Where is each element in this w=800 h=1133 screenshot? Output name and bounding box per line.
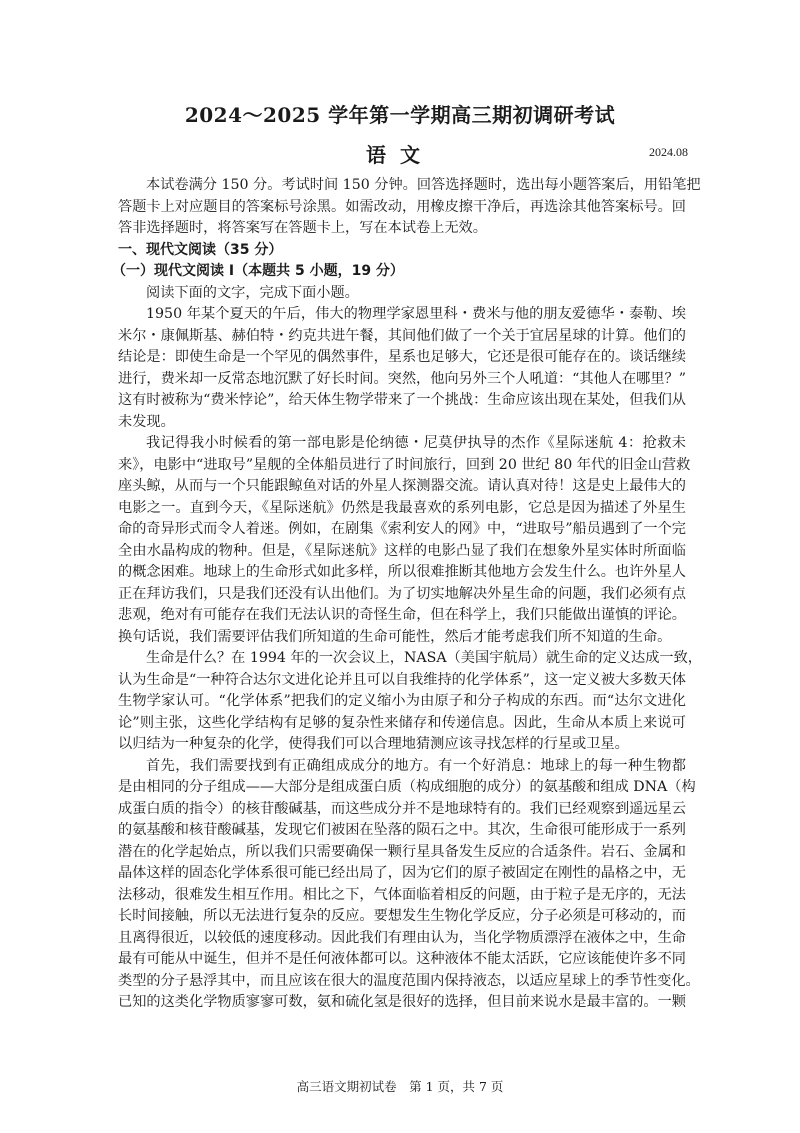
paragraph-line: 米尔・康佩斯基、赫伯特・约克共进午餐，其间他们做了一个关于宜居星球的计算。他们的: [118, 327, 686, 344]
paragraph-line: 1950 年某个夏天的午后，伟大的物理学家恩里科・费米与他的朋友爱德华・泰勒、埃: [146, 306, 686, 322]
paragraph-line: 来》，电影中“进取号”星舰的全体船员进行了时间旅行，回到 20 世纪 80 年代的旧金山营救: [118, 456, 691, 473]
paragraph-line: 且离得很近，以较低的速度移动。因此我们有理由认为，当化学物质漂浮在液体之中，生命: [118, 929, 686, 946]
paragraph-line: 正在拜访我们，只是我们还没有认出他们。为了切实地解决外星生命的问题，我们必须有点: [118, 585, 686, 602]
exam-date: 2024.08: [649, 145, 688, 159]
paragraph-line: 生物学家认可。“化学体系”把我们的定义缩小为由原子和分子构成的东西。而“达尔文进化: [118, 693, 686, 709]
paragraph-line: 换句话说，我们需要评估我们所知道的生命可能性，然后才能考虑我们所不知道的生命。: [118, 628, 672, 645]
paragraph-line: 已知的这类化学物质寥寥可数，氨和硫化氢是很好的选择，但目前来说水是最丰富的。一颗: [118, 994, 686, 1010]
paragraph-line: 潜在的化学起始点，所以我们只需要确保一颗行星具备发生反应的合适条件。岩石、金属和: [118, 843, 686, 860]
paragraph-line: 长时间接触，所以无法进行复杂的反应。要想发生生物化学反应，分子必须是可移动的，而: [118, 908, 686, 924]
paragraph-line: 最有可能从中诞生，但并不是任何液体都可以。这种液体不能太活跃，它应该能使许多不同: [118, 951, 686, 967]
subject-heading: 语文: [366, 143, 434, 167]
paragraph-line: 答非选择题时，将答案写在答题卡上，写在本试卷上无效。: [118, 220, 487, 236]
paragraph-line: 未发现。: [118, 413, 175, 430]
paragraph-line: 全由水晶构成的物种。但是，《星际迷航》这样的电影凸显了我们在想象外星实体时所面临: [118, 542, 686, 559]
paragraph-line: 晶体这样的固态化学体系很可能已经出局了，因为它们的原子被固定在刚性的晶格之中，无: [118, 865, 686, 881]
paragraph-line: 的氨基酸和核苷酸碱基，发现它们被困在坠落的陨石之中。其次，生命很可能形成于一系列: [118, 822, 686, 838]
paragraph-line: 生命是什么？在 1994 年的一次会议上，NASA（美国宇航局）就生命的定义达成一致，: [146, 650, 702, 666]
paragraph-line: 成蛋白质的指令）的核苷酸碱基，而这些成分并不是地球特有的。我们已经观察到遥远星云: [118, 800, 686, 817]
exam-title: 2024～2025 学年第一学期高三期初调研考试: [184, 103, 616, 127]
paragraph-line: 座头鲸，从而与一个只能跟鲸鱼对话的外星人探测器交流。请认真对待！这是史上最伟大的: [118, 478, 686, 494]
paragraph-line: 命的奇异形式而令人着迷。例如，在剧集《索利安人的网》中，“进取号”船员遇到了一个完: [118, 521, 686, 537]
paragraph-line: 类型的分子悬浮其中，而且应该在很大的温度范围内保持液态，以适应星球上的季节性变化。: [118, 972, 700, 989]
paragraph-line: 本试卷满分 150 分。考试时间 150 分钟。回答选择题时，选出每小题答案后，用铅笔把: [146, 177, 701, 193]
paragraph-line: 这有时被称为“费米悖论”，给天体生物学带来了一个挑战：生命应该出现在某处，但我们从: [118, 392, 686, 408]
subsection-heading: （一）现代文阅读 I（本题共 5 小题，19 分）: [112, 263, 404, 279]
document-body: [112, 175, 702, 1014]
paragraph-line: 悲观，绝对有可能存在我们无法认识的奇怪生命，但在科学上，我们只能做出谨慎的评论。: [118, 607, 686, 623]
paragraph-line: 我记得我小时候看的第一部电影是伦纳德・尼莫伊执导的杰作《星际迷航 4：抢救未: [146, 435, 686, 451]
paragraph-line: 是由相同的分子组成——大部分是组成蛋白质（构成细胞的成分）的氨基酸和组成 DNA（构: [118, 779, 696, 795]
paragraph-line: 以归结为一种复杂的化学，使得我们可以合理地猜测应该寻找怎样的行星或卫星。: [118, 736, 629, 752]
paragraph-line: 进行，费米却一反常态地沉默了好长时间。突然，他向另外三个人吼道：“其他人在哪里？”: [118, 370, 686, 387]
paragraph-line: 的概念困难。地球上的生命形式如此多样，所以很难推断其他地方会发生什么。也许外星人: [118, 564, 686, 580]
section-heading: 一、现代文阅读（35 分）: [118, 241, 283, 258]
paragraph-line: 结论是：即使生命是一个罕见的偶然事件，星系也足够大，它还是很可能存在的。谈话继续: [118, 349, 686, 365]
paragraph-line: 首先，我们需要找到有正确组成成分的地方。有一个好消息：地球上的每一种生物都: [146, 757, 686, 774]
paragraph-line: 法移动，很难发生相互作用。相比之下，气体面临着相反的问题，由于粒子是无序的，无法: [118, 886, 686, 903]
paragraph-line: 阅读下面的文字，完成下面小题。: [146, 284, 359, 301]
paragraph-line: 认为生命是“一种符合达尔文进化论并且可以自我维持的化学体系”，这一定义被大多数天体: [118, 671, 686, 688]
paragraph-line: 论”则主张，这些化学结构有足够的复杂性来储存和传递信息。因此，生命从本质上来说可: [118, 714, 686, 731]
paragraph-line: 电影之一。直到今天，《星际迷航》仍然是我最喜欢的系列电影，它总是因为描述了外星生: [118, 499, 686, 516]
paragraph-line: 答题卡上对应题目的答案标号涂黑。如需改动，用橡皮擦干净后，再选涂其他答案标号。回: [118, 198, 686, 215]
page-footer: 高三语文期初试卷 第 1 页，共 7 页: [296, 1079, 504, 1094]
